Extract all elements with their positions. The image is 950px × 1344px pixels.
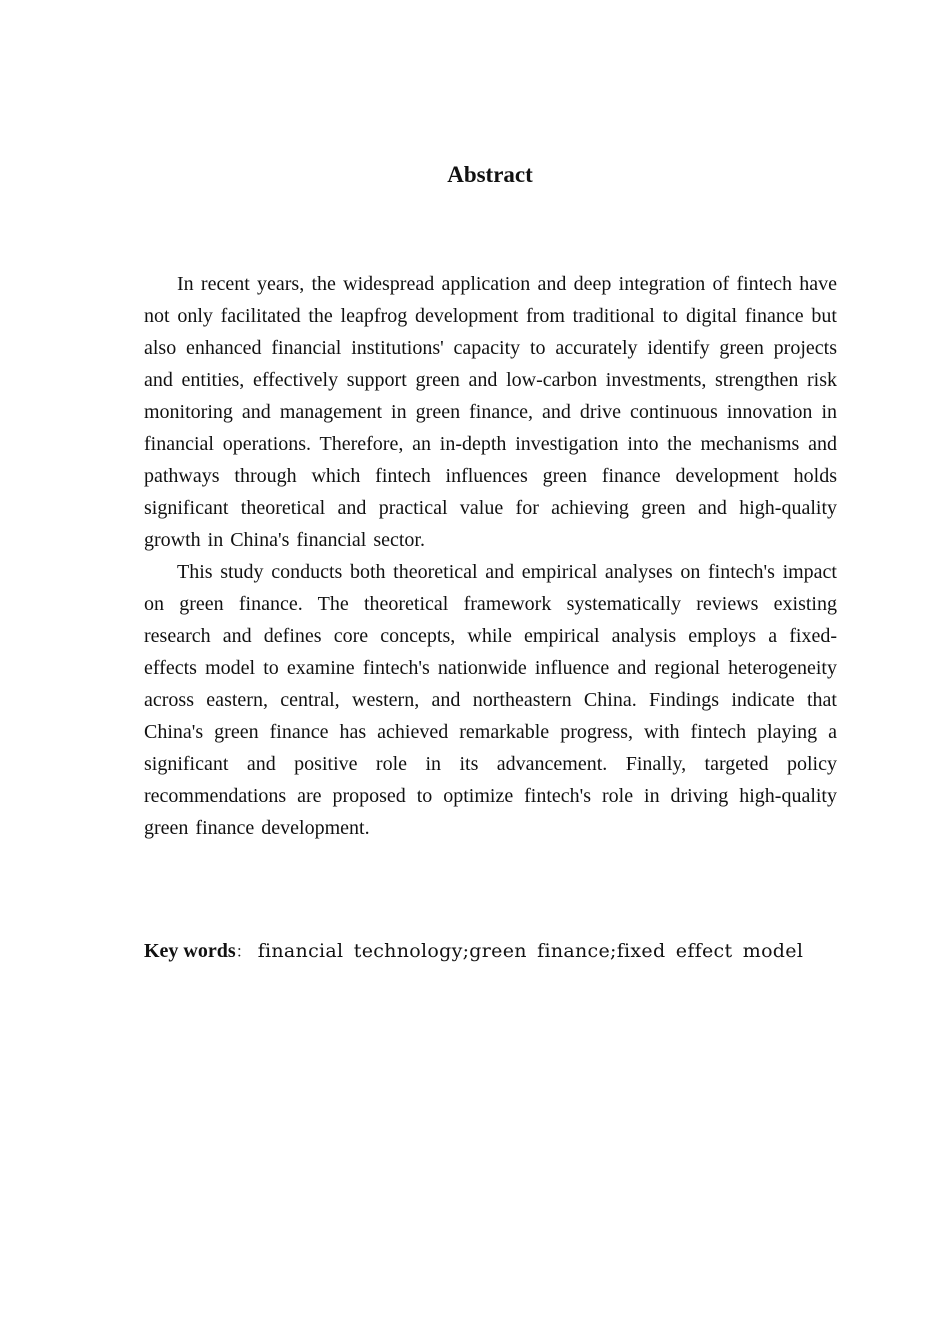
abstract-body [144,268,837,844]
abstract-paragraph-2: This study conducts both theoretical and empirical analyses on fintech's impact on green finance. The theoretical framework systematically reviews existing research and defines core concepts, while empirical analysis employs a fixed-effects model to examine fintech's nationwide influence and regional heterogeneity across eastern, central, western, and northeastern China. Findings indicate that China's green finance has achieved remarkable progress, with fintech playing a significant and positive role in its advancement. Finally, targeted policy recommendations are proposed to optimize fintech's role in driving high-quality green finance development. [144,561,837,839]
keywords-label: Key words [144,940,236,962]
abstract-title: Abstract [447,162,533,187]
keywords-separator: ： [235,942,252,961]
keywords-line [144,935,837,968]
keywords-value: financial technology;green finance;fixed effect model [257,940,804,962]
abstract-paragraph-1: In recent years, the widespread application and deep integration of fintech have not only facilitated the leapfrog development from traditional to digital finance but also enhanced financial institutions' capacity to accurately identify green projects and entities, effectively support green and low-carbon investments, strengthen risk monitoring and management in green finance, and drive continuous innovation in financial operations. Therefore, an in-depth investigation into the mechanisms and pathways through which fintech influences green finance development holds significant theoretical and practical value for achieving green and high-quality growth in China's financial sector. [144,273,837,551]
